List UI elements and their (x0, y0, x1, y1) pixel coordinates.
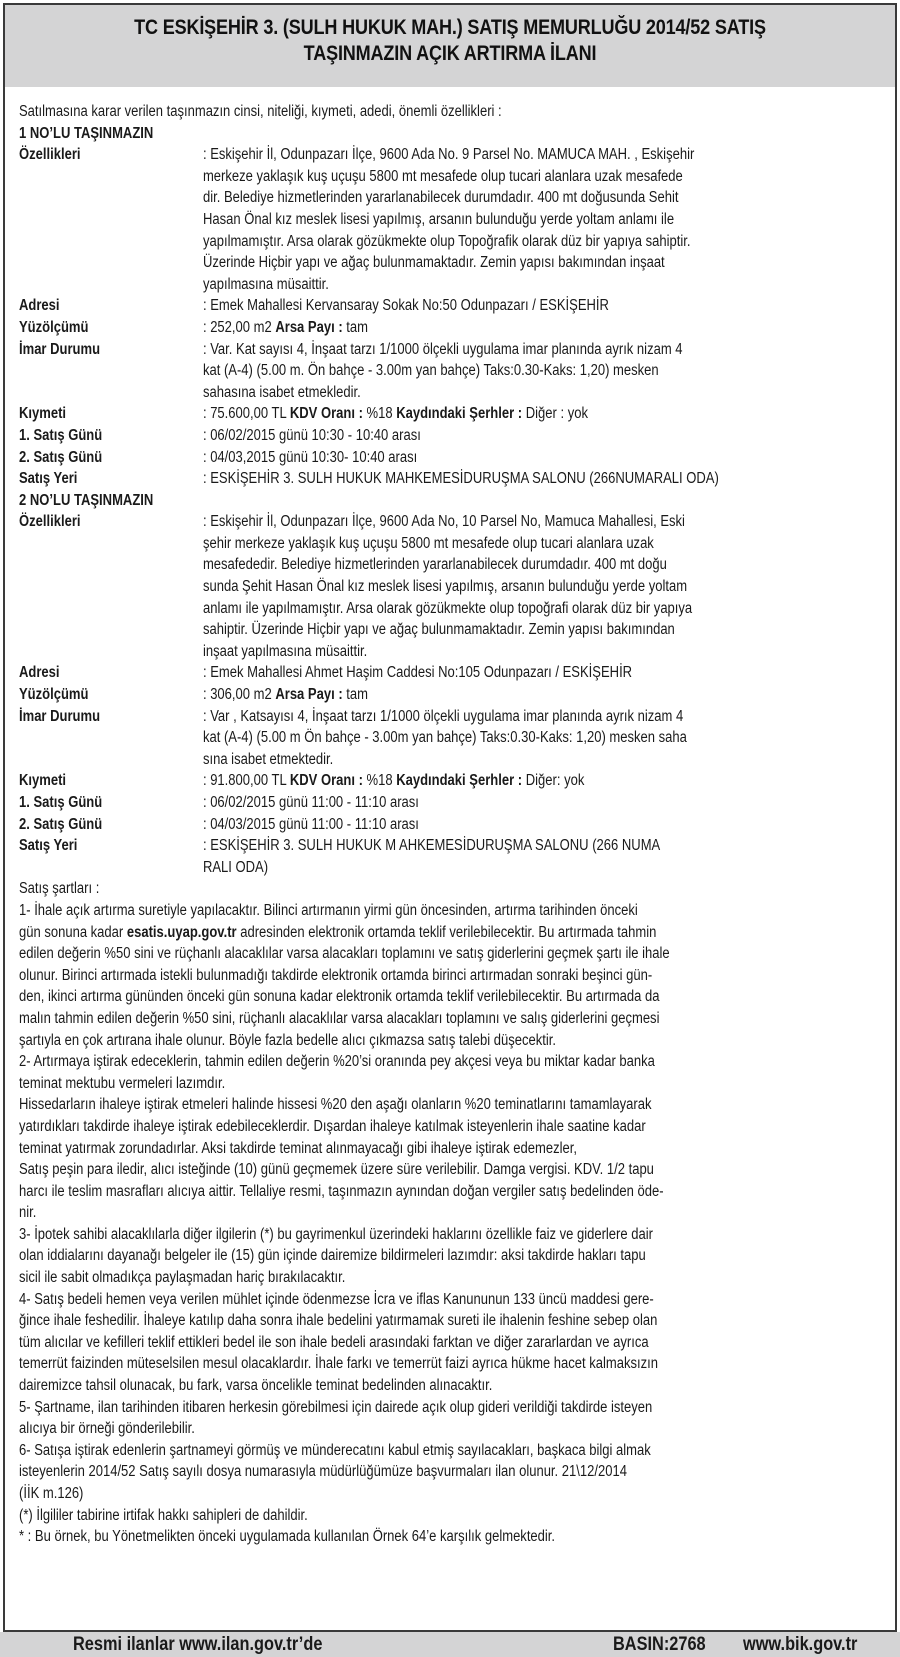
condition-line: şartıyla en çok artırana ihale olunur. Böyle fazla bedelle alıcı çıkmazsa satış talebi düşecektir. (19, 1031, 556, 1049)
field-continuation (19, 598, 750, 620)
field-label: İmar Durumu (19, 340, 101, 358)
field-satis-yeri (19, 468, 750, 490)
field-imar (19, 339, 750, 361)
field-value: : 252,00 m2 (202, 318, 276, 336)
field-value: : ESKİŞEHİR 3. SULH HUKUK MAHKEMESİDURUŞMA SALONU (266NUMARALI ODA) (202, 470, 719, 488)
kdv-value: %18 (362, 772, 397, 790)
title-line-1: TC ESKİŞEHİR 3. (SULH HUKUK MAH.) SATIŞ MEMURLUĞU 2014/52 SATIŞ (134, 16, 766, 39)
field-continuation (19, 382, 750, 404)
condition-line: * : Bu örnek, bu Yönetmelikten önceki uygulamada kullanılan Örnek 64’e karşılık gelmektedir. (19, 1528, 556, 1546)
field-satis-1 (19, 425, 750, 447)
condition-lines (19, 943, 889, 1548)
field-continuation (19, 274, 750, 296)
field-continuation (19, 749, 750, 771)
condition-line: den, ikinci artırma gününden önceki gün sonuna kadar elektronik ortamda teklif verilebilecektir. Bu artırmada da (19, 988, 660, 1006)
field-ozellikleri (19, 144, 750, 166)
field-value: : 04/03,2015 günü 10:30- 10:40 arası (202, 448, 418, 466)
field-value: : 91.800,00 TL (202, 772, 290, 790)
field-value: : 06/02/2015 günü 11:00 - 11:10 arası (202, 794, 419, 811)
arsa-payi-value: tam (342, 318, 368, 336)
field-value: kat (A-4) (5.00 m Ön bahçe - 3.00m yan bahçe) Taks:0.30-Kaks: 1,20) mesken saha (202, 729, 687, 747)
property-heading: 2 NO’LU TAŞINMAZIN (19, 491, 154, 509)
field-value: RALI ODA) (202, 858, 269, 876)
field-label: Yüzölçümü (19, 318, 89, 336)
field-label: Satış Yeri (19, 470, 78, 488)
field-continuation (19, 857, 750, 879)
property-2 (19, 490, 889, 879)
condition-line: olan iddialarını dayanağı belgeler ile (15) gün içinde dairemize bildirmeleri lazımdır: aksi takdirde hakları tapu (19, 1247, 646, 1265)
field-value: sunda Şehit Hasan Önal kız meslek lisesi yapılmış, arsanın bulunduğu yerde yoltam (202, 578, 688, 596)
field-value: sahiptir. Üzerinde Hiçbir yapı ve ağaç bulunmamaktadır. Zemin yapısı bakımından (202, 621, 675, 639)
arsa-payi-label: Arsa Payı : (275, 686, 343, 704)
condition-line: nir. (19, 1204, 37, 1222)
field-adresi (19, 662, 750, 684)
field-label: Adresi (19, 664, 60, 682)
field-kiymeti (19, 403, 750, 425)
field-continuation (19, 187, 750, 209)
condition-line: temerrüt faizinden müteselsilen mesul olacaklardır. İhale farkı ve temerrüt faizi ayrıca hükme hacet kalmaksızın (19, 1355, 658, 1373)
field-label: 1. Satış Günü (19, 794, 103, 811)
title-line-2: TAŞINMAZIN AÇIK ARTIRMA İLANI (303, 42, 597, 65)
field-label: Kıymeti (19, 405, 67, 423)
condition-line: dairemizce tahsil olunacak, bu fark, varsa öncelikle teminat bedelinden alınacaktır. (19, 1377, 493, 1395)
field-continuation (19, 619, 750, 641)
footer-bik-link[interactable]: www.bik.gov.tr (743, 1634, 858, 1655)
field-satis-1 (19, 792, 750, 814)
field-continuation (19, 554, 750, 576)
field-value: anlamı ile yapılmamıştır. Arsa olarak gözükmekte olup topoğrafi olarak düz bir yapıya (202, 599, 693, 617)
condition-line: malın tahmin edilen değerin %50 sini, rüçhanlı alacaklılar varsa alacakları toplamını ve salış giderlerini geçmesi (19, 1009, 660, 1027)
field-value: Hasan Önal kız meslek lisesi yapılmış, arsanın bulunduğu yerde yoltam anlamı ile (202, 210, 675, 228)
condition-line: tüm alıcılar ve kefilleri teklif ettikleri bedel ile son ihale bedeli arasındaki farktan ve diğer zararlardan ve ayrıca (19, 1333, 649, 1351)
sale-conditions (19, 878, 889, 1547)
condition-line (19, 922, 750, 944)
field-value: mesafededir. Belediye hizmetlerinden yararlanabilecek durumdadır. 400 mt doğu (202, 556, 667, 574)
conditions-heading: Satış şartları : (19, 880, 100, 898)
footer-bar (0, 1632, 900, 1657)
condition-line: teminat mektubu vermeleri lazımdır. (19, 1074, 226, 1092)
field-continuation (19, 576, 750, 598)
field-imar (19, 706, 750, 728)
field-value: : Eskişehir İl, Odunpazarı İlçe, 9600 Ada No. 9 Parsel No. MAMUCA MAH. , Eskişehir (202, 146, 695, 164)
condition-line: edilen değerin %50 sini ve rüçhanlı alacaklılar varsa alacakları toplamını ve satış giderlerini geçmek şartı ile ihale (19, 945, 670, 963)
condition-line: 3- İpotek sahibi alacaklılarla diğer ilgilerin (*) bu gayrimenkul üzerindeki haklarını özellikle faiz ve giderlere dair (19, 1225, 653, 1243)
field-value: : 306,00 m2 (202, 686, 276, 704)
condition-line: 4- Satış bedeli hemen veya verilen mühlet içinde ödenmezse İcra ve iflas Kanununun 133 üncü maddesi gere- (19, 1290, 654, 1308)
field-value: dir. Belediye hizmetlerinden yararlanabilecek durumdadır. 400 mt doğusunda Sehit (202, 189, 679, 207)
serhler-label: Kaydındaki Şerhler : (396, 772, 523, 790)
field-label: Yüzölçümü (19, 686, 89, 704)
field-value: : 06/02/2015 günü 10:30 - 10:40 arası (202, 426, 421, 444)
condition-line: 1- İhale açık artırma suretiyle yapılacaktır. Bilinci artırmanın yirmi gün öncesinden, artırma tarihinden önceki (19, 901, 638, 919)
field-continuation (19, 166, 750, 188)
condition-line: 2- Artırmaya iştirak edeceklerin, tahmin edilen değerin %20’si oranında pey akçesi veya bu miktar kadar banka (19, 1053, 655, 1071)
field-label: Kıymeti (19, 772, 67, 790)
condition-text: gün sonuna kadar (19, 923, 127, 941)
field-value: yapılmamıştır. Arsa olarak gözükmekte olup Topoğrafik olarak düz bir yapıya sahiptir. (202, 232, 691, 250)
field-label: 1. Satış Günü (19, 426, 103, 444)
field-continuation (19, 252, 750, 274)
condition-line: alıcıya bir örneği gönderilebilir. (19, 1420, 195, 1438)
field-value: : ESKİŞEHİR 3. SULH HUKUK M AHKEMESİDURUŞMA SALONU (266 NUMA (202, 837, 661, 855)
field-label: Özellikleri (19, 146, 81, 164)
condition-line: yatırdıkları takdirde ihaleye iştirak edebileceklerdir. Dışardan ihaleye katılmak isteyenlerin ihale saatine kadar (19, 1117, 646, 1135)
field-label: Adresi (19, 297, 60, 315)
notice-body (19, 101, 889, 1548)
footer-basin: BASIN:2768 (613, 1634, 706, 1655)
field-value: : Eskişehir İl, Odunpazarı İlçe, 9600 Ada No, 10 Parsel No, Mamuca Mahallesi, Eski (202, 513, 685, 531)
field-label: Özellikleri (19, 513, 81, 531)
field-value: Üzerinde Hiçbir yapı ve ağaç bulunmamaktadır. Zemin yapısı bakımından inşaat (202, 254, 665, 272)
footer-ilan-link[interactable]: Resmi ilanlar www.ilan.gov.tr’de (73, 1634, 323, 1655)
field-value: inşaat yapılmasına müsaittir. (202, 642, 368, 660)
field-value: sına isabet etmektedir. (202, 750, 334, 768)
field-satis-yeri (19, 835, 750, 857)
condition-line: isteyenlerin 2014/52 Satış sayılı dosya numarasıyla müdürlüğümüze başvurmaları ilan olunur. 21\12/2014 (19, 1463, 627, 1481)
field-yuzolcumu (19, 684, 750, 706)
field-value: yapılmasına müsaittir. (202, 275, 329, 293)
field-value: merkeze yaklaşık kuş uçuşu 5800 mt mesafede olup tucari alanlara uzak mesafede (202, 167, 683, 185)
field-value: : Var. Kat sayısı 4, İnşaat tarzı 1/1000 ölçekli uygulama imar planında ayrık nizam 4 (202, 340, 683, 358)
field-value: : Var , Katsayısı 4, İnşaat tarzı 1/1000 ölçekli uygulama imar planında ayrık nizam 4 (202, 707, 684, 725)
field-continuation (19, 727, 750, 749)
field-continuation (19, 209, 750, 231)
condition-line: ğince ihale feshedilir. İhaleye katılıp daha sonra ihale bedelini yatırmamak sureti ile ihalenin feshine sebep olan (19, 1312, 658, 1330)
field-ozellikleri (19, 511, 750, 533)
field-value: sahasına isabet etmekledir. (202, 383, 361, 401)
page-title (5, 15, 895, 67)
field-value: : 75.600,00 TL (202, 405, 290, 423)
field-satis-2 (19, 814, 750, 836)
field-continuation (19, 641, 750, 663)
condition-line: olunur. Birinci artırmada istekli bulunmadığı takdirde elektronik ortamda birinci artırmadan sonraki beşinci gün- (19, 966, 653, 984)
field-value: : 04/03/2015 günü 11:00 - 11:10 arası (202, 815, 419, 833)
field-continuation (19, 533, 750, 555)
field-continuation (19, 360, 750, 382)
intro-text: Satılmasına karar verilen taşınmazın cinsi, niteliği, kıymeti, adedi, önemli özellikleri : (19, 103, 502, 120)
condition-line: (*) İlgililer tabirine irtifak hakkı sahipleri de dahildir. (19, 1506, 308, 1524)
serhler-value: Diğer: yok (522, 772, 585, 790)
condition-line: Hissedarların ihaleye iştirak etmeleri halinde hissesi %20 den aşağı olanların %20 teminatlarını tamamlayarak (19, 1096, 652, 1114)
field-label: Satış Yeri (19, 837, 78, 855)
condition-line: sicil ile sabit olmadıkça paylaşmadan hariç bırakılacaktır. (19, 1269, 346, 1287)
arsa-payi-value: tam (342, 686, 368, 704)
arsa-payi-label: Arsa Payı : (275, 318, 343, 336)
kdv-label: KDV Oranı : (289, 405, 363, 423)
condition-line: 5- Şartname, ilan tarihinden itibaren herkesin görebilmesi için dairede açık olup gideri verildiği takdirde isteyen (19, 1398, 653, 1416)
field-continuation (19, 231, 750, 253)
condition-line: Satış peşin para iledir, alıcı isteğinde (10) günü geçmemek üzere süre verilebilir. Damga vergisi. KDV. 1/2 tapu (19, 1161, 654, 1179)
condition-line: (İİK m.126) (19, 1485, 84, 1502)
condition-line: teminat yatırmak zorundadırlar. Aksi takdirde teminat alınmayacağı gibi ihaleye iştirak edemezler, (19, 1139, 577, 1157)
notice-header (5, 5, 895, 87)
condition-line: 6- Satışa iştirak edenlerin şartnameyi görmüş ve münderecatını kabul etmiş sayılacakları, başkaca bilgi almak (19, 1441, 651, 1459)
field-adresi (19, 295, 750, 317)
serhler-value: Diğer : yok (522, 405, 588, 423)
esatis-link[interactable]: esatis.uyap.gov.tr (126, 923, 237, 941)
condition-text: adresinden elektronik ortamda teklif verilebilecektir. Bu artırmada tahmin (236, 923, 657, 941)
serhler-label: Kaydındaki Şerhler : (396, 405, 523, 423)
field-value: : Emek Mahallesi Ahmet Haşim Caddesi No:105 Odunpazarı / ESKİŞEHİR (202, 664, 633, 682)
field-yuzolcumu (19, 317, 750, 339)
kdv-label: KDV Oranı : (289, 772, 363, 790)
field-value: : Emek Mahallesi Kervansaray Sokak No:50 Odunpazarı / ESKİŞEHİR (202, 297, 609, 315)
field-kiymeti (19, 770, 750, 792)
field-label: İmar Durumu (19, 707, 101, 725)
field-label: 2. Satış Günü (19, 815, 103, 833)
field-satis-2 (19, 447, 750, 469)
field-value: kat (A-4) (5.00 m. Ön bahçe - 3.00m yan bahçe) Taks:0.30-Kaks: 1,20) mesken (202, 362, 659, 380)
property-heading: 1 NO’LU TAŞINMAZIN (19, 124, 154, 142)
kdv-value: %18 (362, 405, 397, 423)
condition-line: harcı ile teslim masrafları alıcıya aittir. Tellaliye resmi, taşınmazın aynından doğan vergiler satış bedelinden öde- (19, 1182, 664, 1200)
field-label: 2. Satış Günü (19, 448, 103, 466)
field-value: şehir merkeze yaklaşık kuş uçuşu 5800 mt mesafede olup tucari alanlara uzak (202, 534, 654, 552)
notice-frame (3, 3, 897, 1632)
property-1 (19, 123, 889, 490)
